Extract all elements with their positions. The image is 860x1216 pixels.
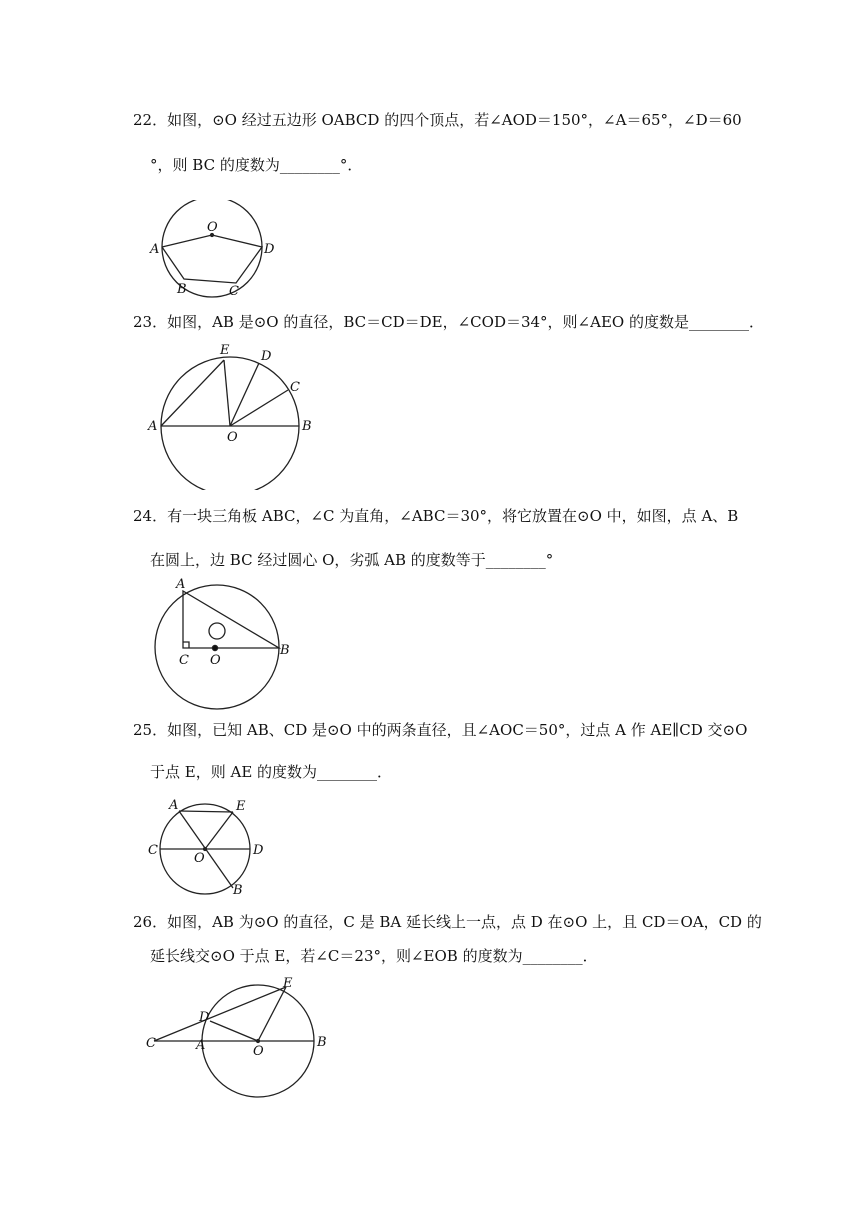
q26-text-line1: 26．如图，AB 为⊙O 的直径，C 是 BA 延长线上一点，点 D 在⊙O 上，且 CD＝OA，CD 的 <box>133 913 762 931</box>
q24-text-line1: 24．有一块三角板 ABC，∠C 为直角，∠ABC＝30°，将它放置在⊙O 中，如图，点 A、B <box>133 507 739 525</box>
q25-label-a: A <box>169 798 179 813</box>
q26-label-o: O <box>253 1044 264 1059</box>
q24-triangle <box>183 591 279 648</box>
q23-figure <box>145 340 325 490</box>
q23-label-d: D <box>261 349 272 364</box>
q22-label-b: B <box>177 282 187 297</box>
q25-label-e: E <box>236 799 246 814</box>
q24-right-angle-mark <box>183 642 189 648</box>
q23-label-a: A <box>148 419 158 434</box>
q25-text-line2: 于点 E，则 AE 的度数为________． <box>150 763 393 781</box>
q24-label-c: C <box>179 653 189 668</box>
q25-figure <box>143 793 273 903</box>
q24-center-dot <box>212 645 217 650</box>
q26-segment-oe <box>258 987 286 1041</box>
q23-text-line1: 23．如图，AB 是⊙O 的直径，BC＝CD＝DE，∠COD＝34°，则∠AEO 的度数是________． <box>133 313 764 331</box>
q26-segment-do <box>210 1021 258 1041</box>
q25-chord-ae <box>179 811 233 812</box>
q22-text-line1: 22．如图，⊙O 经过五边形 OABCD 的四个顶点，若∠AOD＝150°，∠A＝65°，∠D＝60 <box>133 111 742 129</box>
q23-segment-ae <box>161 360 224 426</box>
q24-small-circle <box>209 623 225 639</box>
q26-label-c: C <box>146 1036 156 1051</box>
q26-text-line2: 延长线交⊙O 于点 E，若∠C＝23°，则∠EOB 的度数为________． <box>150 947 598 965</box>
q22-label-o: O <box>207 220 218 235</box>
q22-figure <box>140 200 290 300</box>
q24-text-line2: 在圆上，边 BC 经过圆心 O，劣弧 AB 的度数等于________° <box>150 551 554 569</box>
q23-label-c: C <box>290 380 300 395</box>
q25-label-b: B <box>233 883 243 898</box>
q26-label-d: D <box>199 1010 210 1025</box>
q26-label-a: A <box>196 1038 206 1053</box>
q23-label-o: O <box>227 430 238 445</box>
q26-label-b: B <box>317 1035 327 1050</box>
q24-label-b: B <box>280 643 290 658</box>
q24-figure <box>145 575 305 715</box>
q25-label-o: O <box>194 851 205 866</box>
q24-label-a: A <box>176 577 186 592</box>
q24-label-o: O <box>210 653 221 668</box>
q25-segment-oe <box>205 812 233 849</box>
q26-line-ce <box>154 987 286 1041</box>
q22-text-line2: °，则 BC 的度数为________°． <box>150 156 363 174</box>
q22-pentagon <box>162 235 262 283</box>
q23-segment-eo <box>224 360 230 426</box>
q23-label-e: E <box>220 343 230 358</box>
q26-label-e: E <box>283 976 293 991</box>
q23-label-b: B <box>302 419 312 434</box>
q26-figure <box>140 975 340 1100</box>
q22-label-a: A <box>150 242 160 257</box>
q26-center-dot <box>257 1040 260 1043</box>
q25-text-line1: 25．如图，已知 AB、CD 是⊙O 中的两条直径，且∠AOC＝50°，过点 A 作 AE∥CD 交⊙O <box>133 721 748 739</box>
q22-label-c: C <box>229 284 239 299</box>
q25-label-c: C <box>148 843 158 858</box>
q25-label-d: D <box>253 843 264 858</box>
q22-label-d: D <box>264 242 275 257</box>
